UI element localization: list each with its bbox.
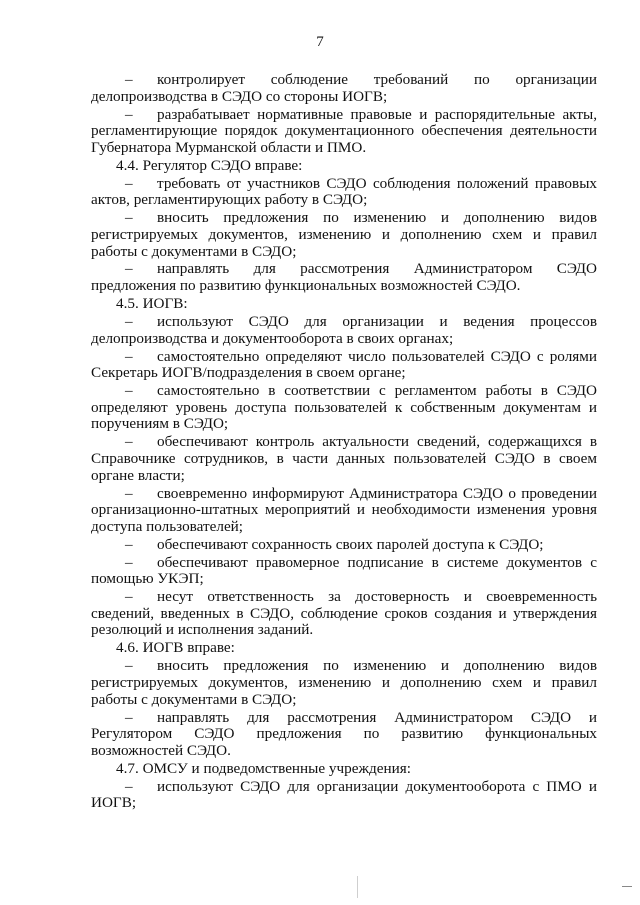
dash-marker: – — [125, 708, 133, 726]
list-item — [91, 383, 597, 433]
dash-marker: – — [125, 347, 133, 365]
list-item-text: своевременно информируют Администратора СЭДО о проведении организационно-штатных мероприятий и необходимости изменения уровня доступа пользователей; — [91, 484, 597, 535]
dash-marker: – — [125, 588, 133, 606]
list-item — [91, 176, 597, 209]
list-item-text: обеспечивают контроль актуальности сведений, содержащихся в Справочнике сотрудников, в части данных пользователей СЭДО в своем органе власти; — [91, 433, 597, 484]
list-item-text: вносить предложения по изменению и дополнению видов регистрируемых документов, изменению и дополнению схем и правил работы с документами в СЭДО; — [91, 209, 597, 260]
dash-marker: – — [125, 313, 133, 331]
scan-artifact — [622, 886, 632, 887]
dash-marker: – — [125, 382, 133, 400]
list-item — [91, 72, 597, 105]
document-body — [91, 72, 597, 813]
list-item-text: контролирует соблюдение требований по организации делопроизводства в СЭДО со стороны ИОГВ; — [91, 71, 597, 105]
list-item-text: вносить предложения по изменению и дополнению видов регистрируемых документов, изменению и дополнению схем и правил работы с документами в СЭДО; — [91, 657, 597, 708]
list-item — [91, 107, 597, 157]
list-item — [91, 349, 597, 382]
list-item-text: обеспечивают сохранность своих паролей доступа к СЭДО; — [157, 535, 544, 553]
dash-marker: – — [125, 433, 133, 451]
list-item — [91, 314, 597, 347]
list-item-text: несут ответственность за достоверность и своевременность сведений, введенных в СЭДО, соблюдение сроков создания и утверждения резолюций и исполнения заданий. — [91, 588, 597, 639]
list-item-text: самостоятельно определяют число пользователей СЭДО с ролями Секретарь ИОГВ/подразделения в своем органе; — [91, 347, 597, 382]
list-item — [91, 537, 597, 554]
section-heading: 4.7. ОМСУ и подведомственные учреждения: — [116, 759, 411, 777]
dash-marker: – — [125, 71, 133, 88]
dash-marker: – — [125, 553, 133, 571]
page-number: 7 — [316, 34, 324, 50]
list-item-text: требовать от участников СЭДО соблюдения положений правовых актов, регламентирующих работу в СЭДО; — [91, 174, 597, 209]
list-item-text: обеспечивают правомерное подписание в системе документов с помощью УКЭП; — [91, 553, 597, 588]
list-item-text: используют СЭДО для организации и ведения процессов делопроизводства и документооборота в своих органах; — [91, 313, 597, 347]
list-item-text: самостоятельно в соответствии с регламентом работы в СЭДО определяют уровень доступа пользователей к собственным документам и поручениям в СЭДО; — [91, 382, 597, 433]
list-item-text: разрабатывает нормативные правовые и распорядительные акты, регламентирующие порядок документационного обеспечения деятельности Губернатора Мурманской области и ПМО. — [91, 105, 597, 156]
list-item — [91, 779, 597, 812]
dash-marker: – — [125, 657, 133, 675]
dash-marker: – — [125, 260, 133, 278]
section-heading: 4.6. ИОГВ вправе: — [116, 639, 235, 657]
dash-marker: – — [125, 209, 133, 227]
list-item — [91, 710, 597, 760]
list-item — [91, 658, 597, 708]
list-item-text: направлять для рассмотрения Администратором СЭДО и Регулятором СЭДО предложения по развитию функциональных возможностей СЭДО. — [91, 708, 597, 759]
section-heading: 4.4. Регулятор СЭДО вправе: — [116, 156, 303, 174]
dash-marker: – — [125, 777, 133, 795]
dash-marker: – — [125, 535, 133, 553]
list-item — [91, 555, 597, 588]
list-item — [91, 210, 597, 260]
section-heading: 4.5. ИОГВ: — [116, 295, 188, 313]
list-item — [91, 434, 597, 484]
list-item — [91, 486, 597, 536]
list-item — [91, 261, 597, 294]
list-item-text: используют СЭДО для организации документооборота с ПМО и ИОГВ; — [91, 777, 597, 812]
dash-marker: – — [125, 174, 133, 192]
dash-marker: – — [125, 105, 133, 123]
dash-marker: – — [125, 484, 133, 502]
scan-artifact — [357, 876, 358, 898]
list-item-text: направлять для рассмотрения Администратором СЭДО предложения по развитию функциональных возможностей СЭДО. — [91, 260, 597, 295]
list-item — [91, 589, 597, 639]
